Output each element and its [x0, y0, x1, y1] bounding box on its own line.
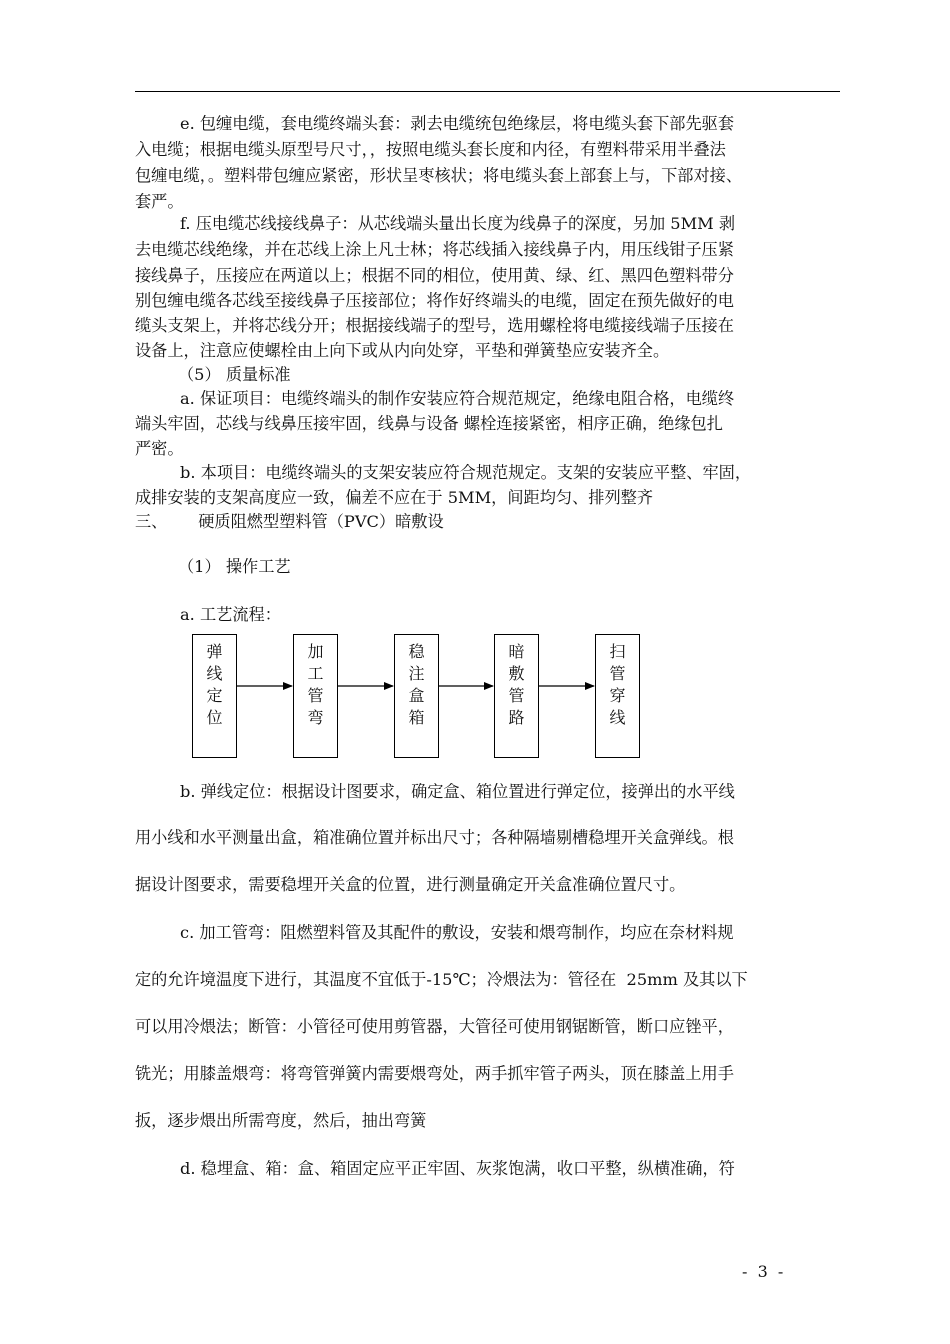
paragraph-f-line: f. 压电缆芯线接线鼻子：从芯线端头量出长度为线鼻子的深度，另加 5MM 剥: [180, 214, 736, 233]
paragraph-f-line: 接线鼻子，压接应在两道以上；根据不同的相位，使用黄、绿、红、黑四色塑料带分: [135, 266, 734, 285]
flow-step-label: 加工管弯: [305, 643, 324, 731]
flow-step-label: 弹线定位: [204, 643, 223, 731]
paragraph-e-line: e. 包缠电缆，套电缆终端头套：剥去电缆统包绝缘层，将电缆头套下部先驱套: [180, 114, 735, 133]
flow-step-label: 暗敷管路: [506, 643, 525, 731]
flow-step-box: [192, 634, 237, 758]
paragraph-e-line: 套严。: [135, 192, 184, 211]
paragraph-c-line: 铣光；用膝盖煨弯：将弯管弹簧内需要煨弯处，两手抓牢管子两头，顶在膝盖上用手: [135, 1064, 734, 1083]
paragraph-c-line: 扳，逐步煨出所需弯度，然后，抽出弯簧: [135, 1111, 427, 1130]
flow-step-label: 稳注盒箱: [406, 643, 425, 731]
section-three-heading: 三、 硬质阻燃型塑料管（PVC）暗敷设: [135, 512, 444, 531]
flow-title: a. 工艺流程：: [180, 605, 281, 624]
flow-step-label: 扫管穿线: [607, 643, 626, 731]
paragraph-c-line: c. 加工管弯：阻燃塑料管及其配件的敷设，安装和煨弯制作，均应在奈材料规: [180, 923, 734, 942]
quality-b-line: b. 本项目：电缆终端头的支架安装应符合规范规定。支架的安装应平整、牢固，: [180, 463, 752, 482]
paragraph-c-line: 定的允许境温度下进行，其温度不宜低于-15℃；冷煨法为：管径在 25mm 及其以下: [135, 970, 748, 989]
flow-step-box: [293, 634, 338, 758]
paragraph-f-line: 别包缠电缆各芯线至接线鼻子压接部位；将作好终端头的电缆，固定在预先做好的电: [135, 291, 734, 310]
quality-a-line: 严密。: [135, 439, 184, 458]
paragraph-f-line: 设备上，注意应使螺栓由上向下或从内向处穿，平垫和弹簧垫应安装齐全。: [135, 341, 670, 360]
paragraph-d-line: d. 稳埋盒、箱：盒、箱固定应平正牢固、灰浆饱满，收口平整，纵横准确，符: [180, 1159, 735, 1178]
quality-heading: （5） 质量标准: [178, 365, 291, 384]
quality-b-line: 成排安装的支架高度应一致，偏差不应在于 5MM，间距均匀、排列整齐: [135, 488, 654, 507]
paragraph-e-line: 包缠电缆，。塑料带包缠应紧密，形状呈枣核状；将电缆头套上部套上与，下部对接、: [135, 166, 743, 185]
page-number: - 3 -: [742, 1262, 784, 1281]
paragraph-b-line: 用小线和水平测量出盒，箱准确位置并标出尺寸；各种隔墙剔槽稳埋开关盒弹线。根: [135, 828, 734, 847]
paragraph-b-line: 据设计图要求，需要稳埋开关盒的位置，进行测量确定开关盒准确位置尺寸。: [135, 875, 686, 894]
paragraph-f-line: 缆头支架上，并将芯线分开；根据接线端子的型号，选用螺栓将电缆接线端子压接在: [135, 316, 734, 335]
flow-step-box: [494, 634, 539, 758]
quality-a-line: a. 保证项目：电缆终端头的制作安装应符合规范规定，绝缘电阻合格，电缆终: [180, 389, 735, 408]
flow-step-box: [595, 634, 640, 758]
paragraph-e-line: 入电缆；根据电缆头原型号尺寸，，按照电缆头套长度和内径，有塑料带采用半叠法: [135, 140, 726, 159]
flow-step-box: [394, 634, 439, 758]
paragraph-c-line: 可以用冷煨法；断管：小管径可使用剪管器，大管径可使用钢锯断管，断口应锉平，: [135, 1017, 734, 1036]
operation-heading: （1） 操作工艺: [178, 557, 291, 576]
paragraph-f-line: 去电缆芯线绝缘，并在芯线上涂上凡士林；将芯线插入接线鼻子内，用压线钳子压紧: [135, 240, 734, 259]
header-rule: [135, 91, 840, 92]
paragraph-b-line: b. 弹线定位：根据设计图要求，确定盒、箱位置进行弹定位，接弹出的水平线: [180, 782, 735, 801]
quality-a-line: 端头牢固，芯线与线鼻压接牢固，线鼻与设备 螺栓连接紧密，相序正确，绝缘包扎: [135, 414, 723, 433]
